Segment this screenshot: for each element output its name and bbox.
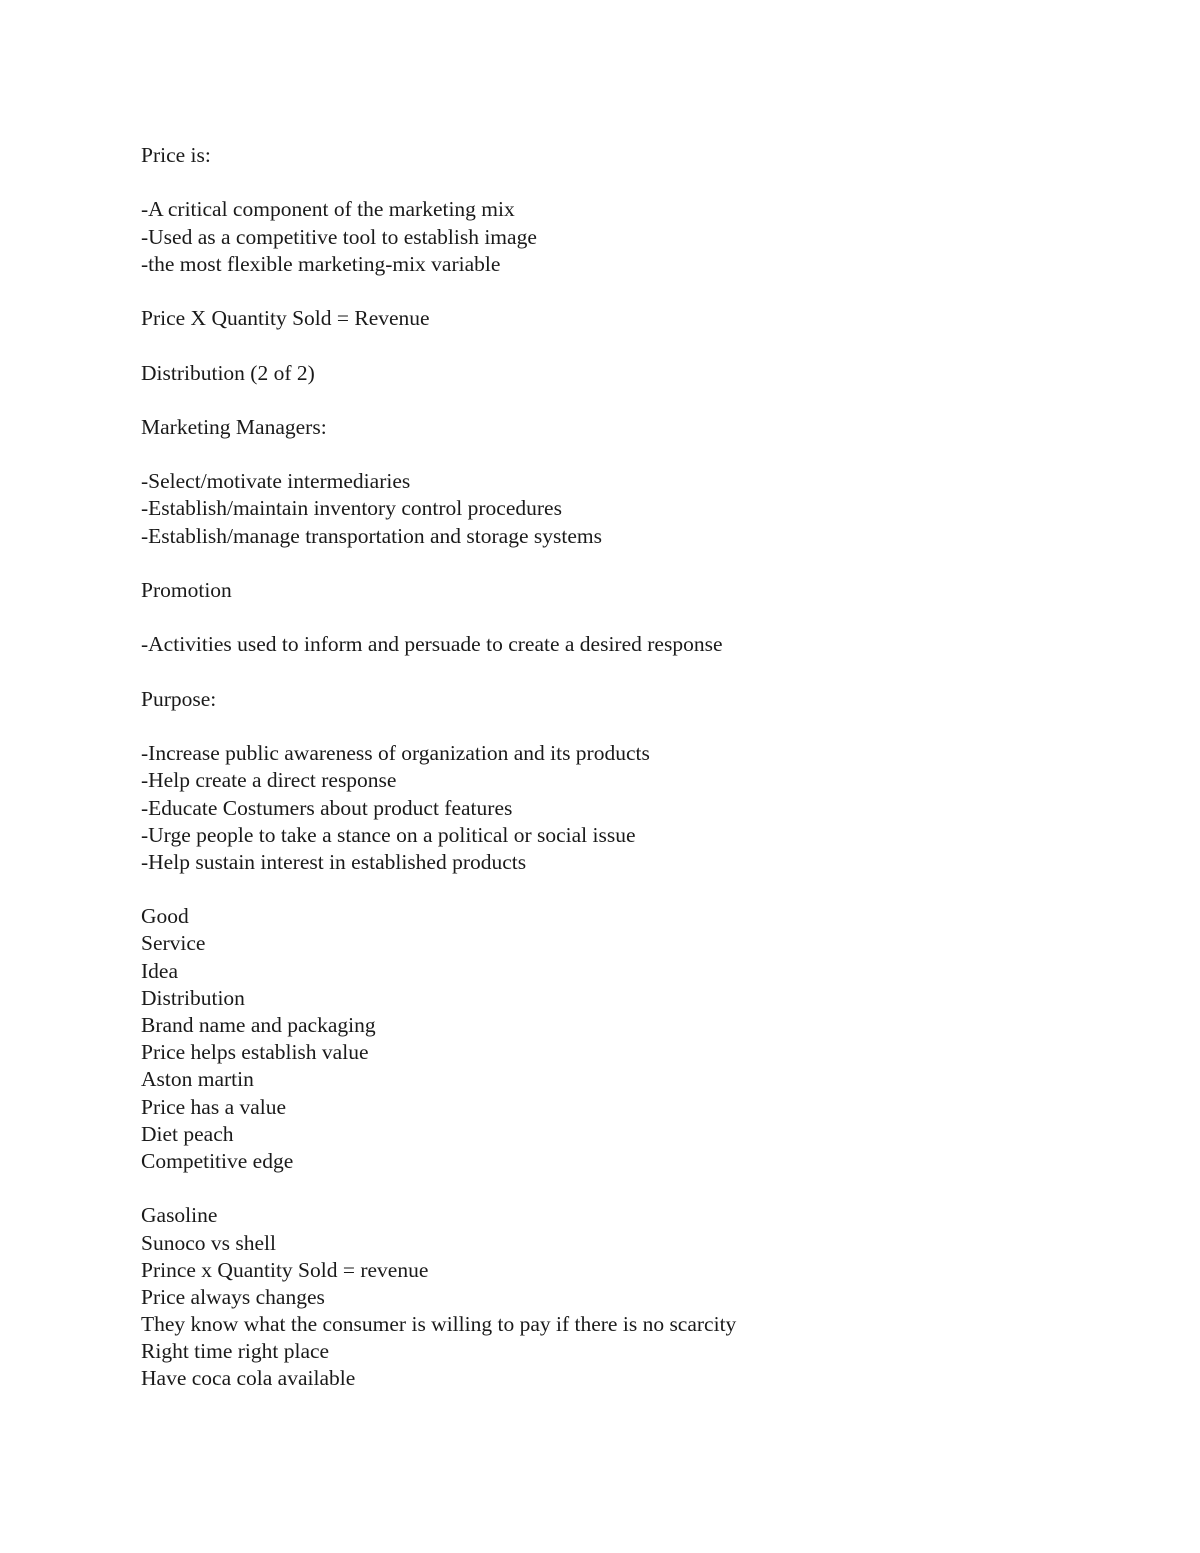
price-formula: Price X Quantity Sold = Revenue [141,306,430,331]
note-line: Right time right place [141,1339,330,1364]
purpose-item: -Educate Costumers about product features [141,795,513,820]
blank-line [141,278,1141,305]
note-line: They know what the consumer is willing to pay if there is no scarcity [141,1312,737,1337]
purpose-item: -Help create a direct response [141,768,397,793]
note-line: Sunoco vs shell [141,1230,276,1255]
note-line: Gasoline [141,1203,218,1228]
blank-line [141,659,1141,686]
promotion-definition: -Activities used to inform and persuade to create a desired response [141,632,723,657]
note-line: Diet peach [141,1121,234,1146]
blank-line [141,387,1141,414]
blank-line [141,1175,1141,1202]
purpose-heading: Purpose: [141,686,217,711]
blank-line [141,332,1141,359]
note-line: Idea [141,958,178,983]
note-line: Price always changes [141,1284,325,1309]
price-item: -A critical component of the marketing mix [141,197,515,222]
note-line: Price has a value [141,1094,287,1119]
promotion-heading: Promotion [141,578,232,602]
note-line: Good [141,904,189,929]
note-line: Brand name and packaging [141,1013,376,1037]
blank-line [141,169,1141,196]
note-line: Service [141,931,206,956]
distribution-item: -Establish/maintain inventory control procedures [141,496,562,521]
note-line: Competitive edge [141,1148,294,1173]
distribution-item: -Select/motivate intermediaries [141,469,411,494]
purpose-item: -Urge people to take a stance on a political or social issue [141,822,636,847]
distribution-subheading: Marketing Managers: [141,414,327,439]
note-line: Have coca cola available [141,1366,356,1391]
note-line: Prince x Quantity Sold = revenue [141,1257,429,1282]
blank-line [141,550,1141,577]
distribution-item: -Establish/manage transportation and storage systems [141,523,602,548]
blank-line [141,604,1141,631]
note-line: Aston martin [141,1067,254,1092]
price-item: -Used as a competitive tool to establish image [141,224,537,249]
note-line: Price helps establish value [141,1040,369,1065]
price-heading: Price is: [141,143,211,167]
purpose-item: -Help sustain interest in established products [141,849,527,874]
blank-line [141,876,1141,903]
purpose-item: -Increase public awareness of organization and its products [141,741,650,766]
blank-line [141,713,1141,740]
blank-line [141,441,1141,468]
document-page [141,142,1141,1393]
note-line: Distribution [141,985,245,1010]
distribution-heading: Distribution (2 of 2) [141,360,315,385]
price-item: -the most flexible marketing-mix variable [141,251,501,276]
